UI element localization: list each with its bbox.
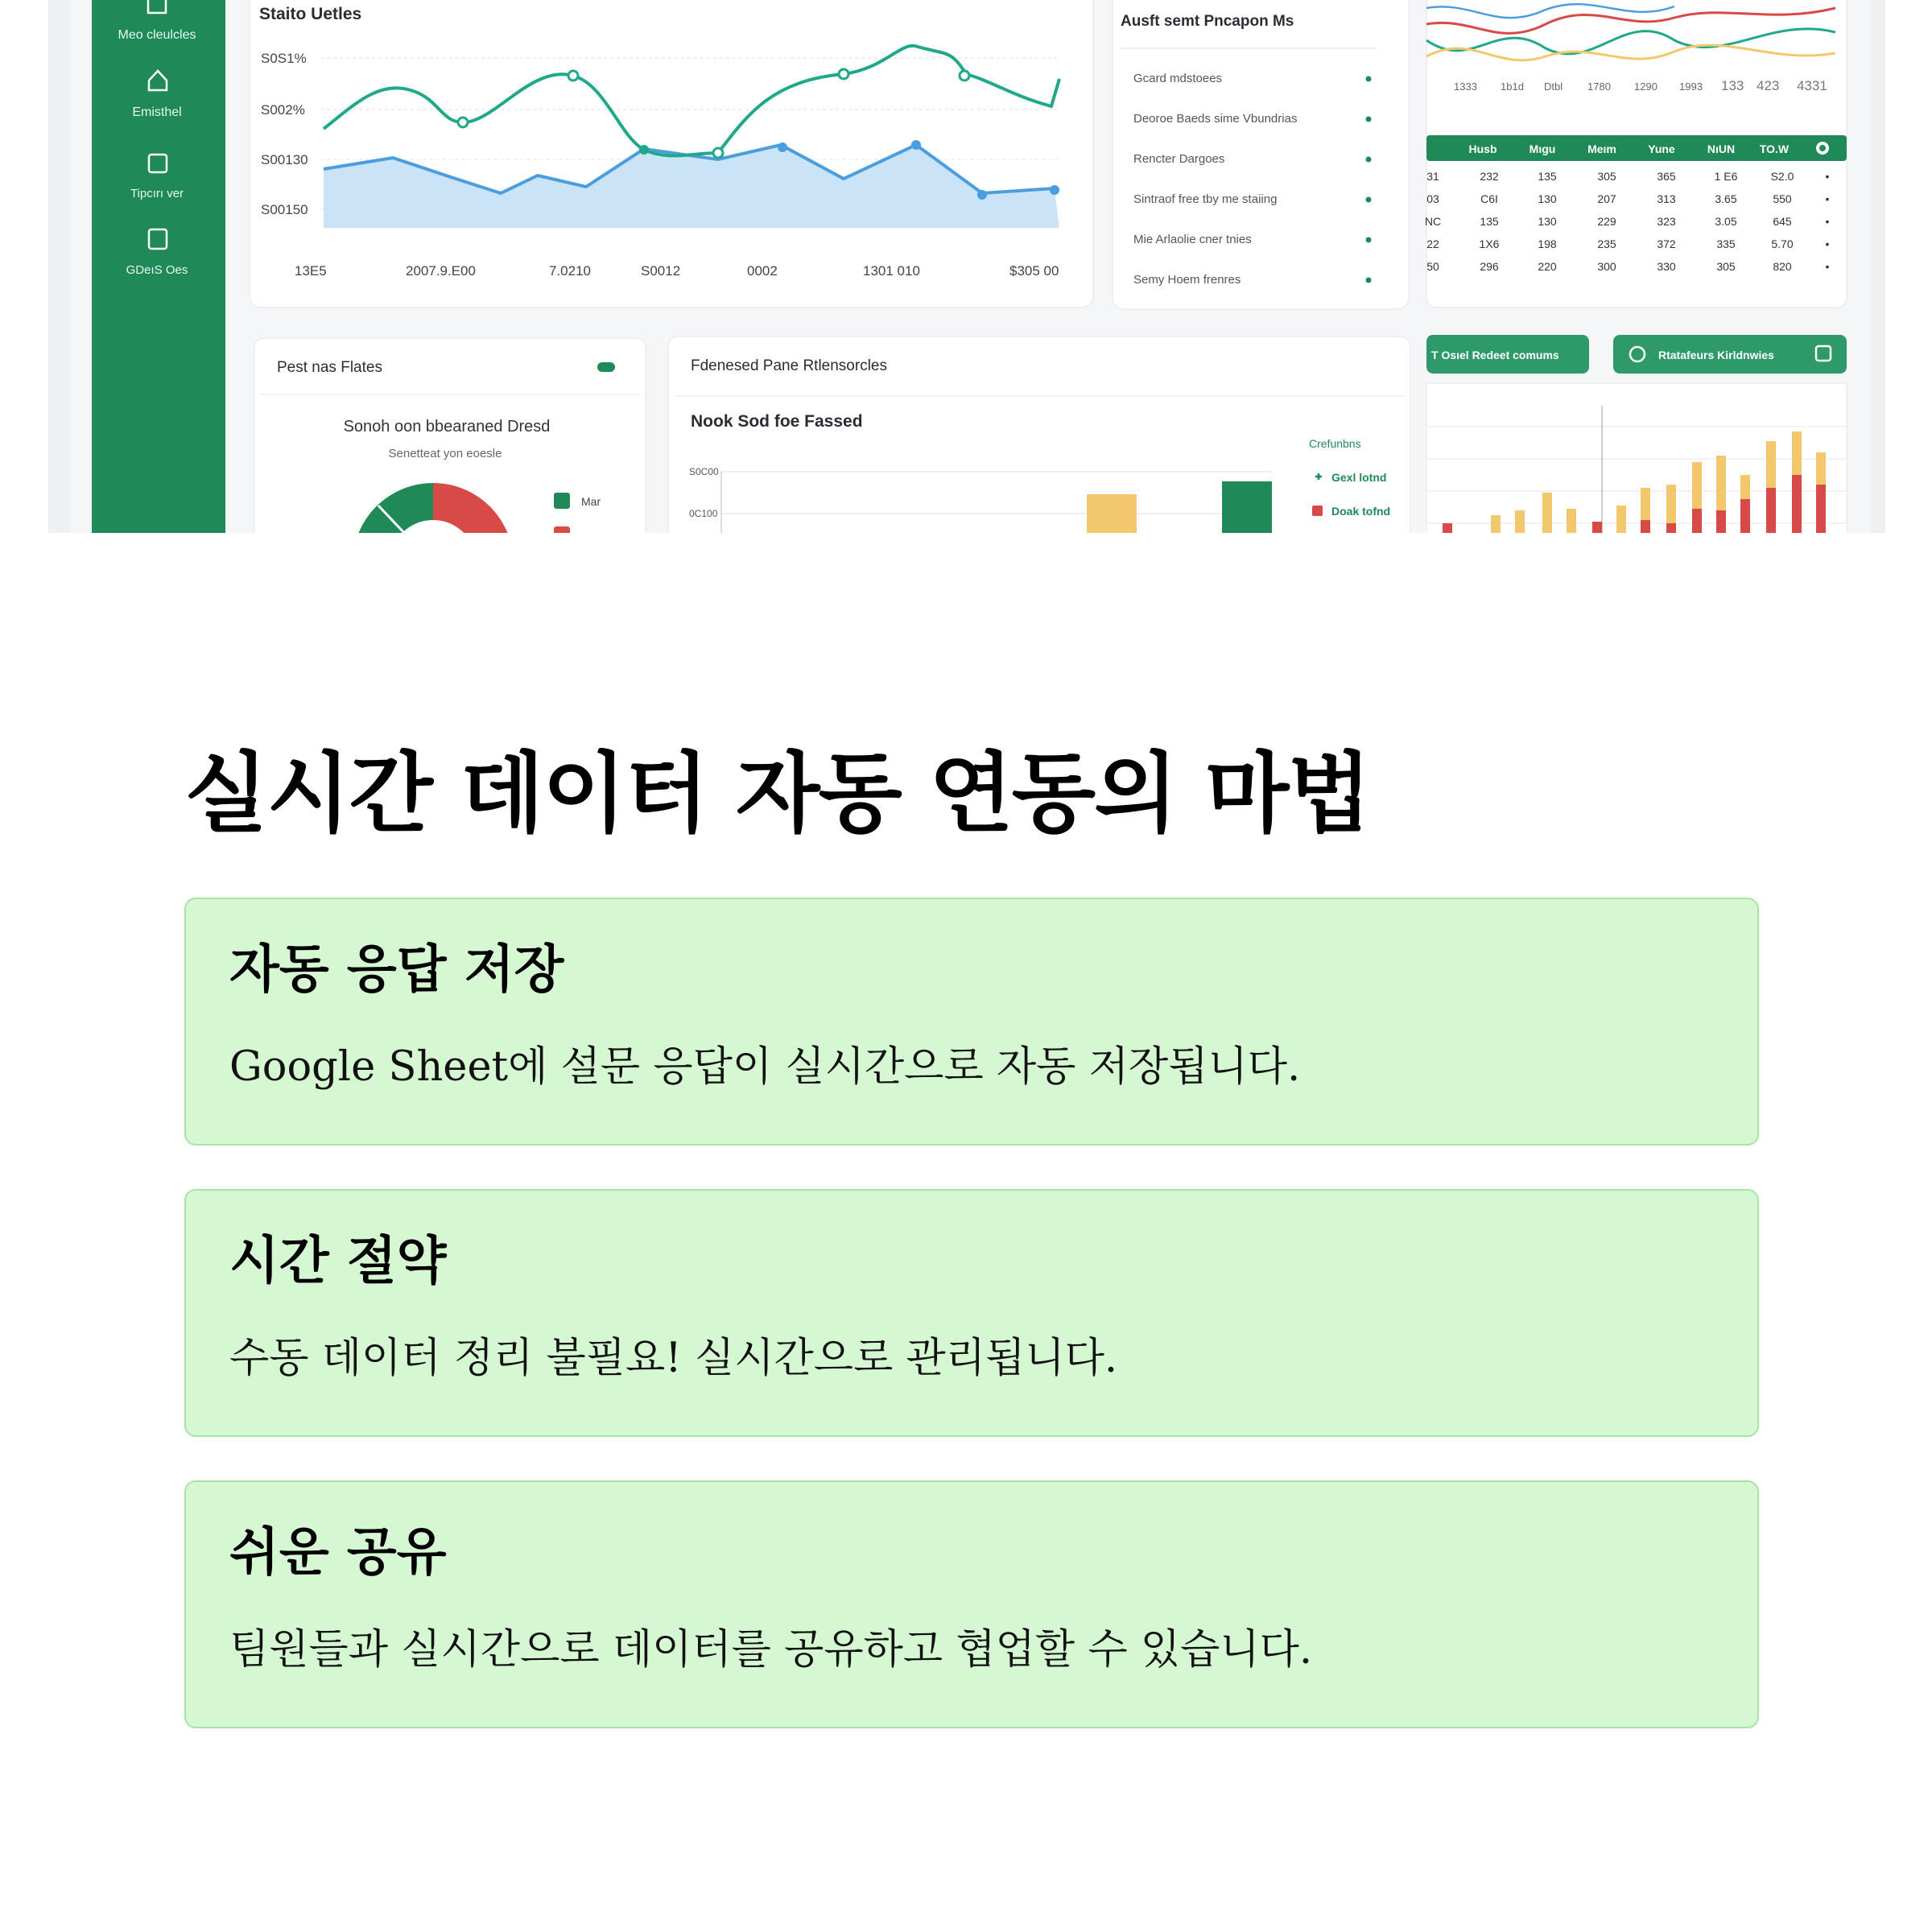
status-dot bbox=[1366, 76, 1372, 82]
table-cell: 305 bbox=[1716, 260, 1736, 273]
x-tick: 133 bbox=[1721, 78, 1744, 93]
table-cell: 3.65 bbox=[1715, 192, 1737, 205]
card-title: 시간 절약 bbox=[229, 1232, 447, 1291]
table-cell: 645 bbox=[1773, 215, 1792, 228]
right-panel bbox=[1425, 0, 1847, 533]
x-tick: S0012 bbox=[641, 263, 681, 279]
x-tick: 1b1d bbox=[1501, 80, 1524, 93]
svg-text:•: • bbox=[1825, 192, 1830, 205]
table-cell: 313 bbox=[1657, 192, 1676, 205]
table-cell: 232 bbox=[1480, 170, 1499, 183]
toggle-icon[interactable] bbox=[597, 362, 615, 372]
x-tick: 0002 bbox=[747, 263, 778, 279]
status-dot bbox=[1366, 157, 1372, 163]
list-item-label: Mie Arlaolie cner tnies bbox=[1133, 233, 1252, 246]
table-cell: 207 bbox=[1597, 192, 1616, 205]
legend-swatch bbox=[1312, 506, 1323, 516]
table-cell: 3.05 bbox=[1715, 215, 1737, 228]
card-title: Fdenesed Pane Rtlensorcles bbox=[691, 357, 887, 374]
bar bbox=[1222, 481, 1272, 533]
card-description: 팀원들과 실시간으로 데이터를 공유하고 협업할 수 있습니다. bbox=[229, 1626, 1313, 1674]
x-tick: 4331 bbox=[1797, 78, 1827, 93]
table-cell: 1 E6 bbox=[1714, 170, 1738, 183]
svg-text:•: • bbox=[1825, 260, 1830, 273]
legend-title: Crefunbns bbox=[1309, 437, 1361, 450]
list-item-label: Rencter Dargoes bbox=[1133, 152, 1225, 166]
table-cell: NC bbox=[1424, 215, 1442, 228]
y-tick: 0C100 bbox=[689, 508, 718, 519]
sidebar-item-label: Meo cleulcles bbox=[118, 28, 196, 42]
y-tick: S00130 bbox=[261, 152, 308, 167]
svg-text:•: • bbox=[1825, 215, 1830, 228]
sidebar-item-label: GDeıS Oes bbox=[126, 263, 188, 277]
list-item-label: Gcard mdstoees bbox=[1133, 72, 1223, 85]
table-cell: S2.0 bbox=[1770, 170, 1794, 183]
legend-swatch bbox=[554, 526, 570, 533]
feature-card-time-saving bbox=[184, 1189, 1759, 1437]
legend-label: Doak tofnd bbox=[1331, 505, 1391, 518]
list-item-label: Semy Hoem frenres bbox=[1133, 273, 1241, 287]
table-cell: 323 bbox=[1657, 215, 1676, 228]
x-tick: 1993 bbox=[1679, 80, 1703, 93]
table-cell: 50 bbox=[1426, 260, 1439, 273]
table-cell: 135 bbox=[1538, 170, 1557, 183]
table-cell: 365 bbox=[1657, 170, 1676, 183]
feature-card-easy-sharing bbox=[184, 1480, 1759, 1728]
data-point bbox=[977, 190, 987, 200]
column-header[interactable]: Mıgu bbox=[1529, 142, 1556, 155]
data-point bbox=[1050, 185, 1059, 195]
card-description: Google Sheet에 설문 응답이 실시간으로 자동 저장됩니다. bbox=[229, 1043, 1301, 1091]
table-cell: 235 bbox=[1597, 237, 1616, 250]
table-cell: 31 bbox=[1426, 170, 1439, 183]
y-tick: S00150 bbox=[261, 202, 308, 217]
line-chart-card bbox=[250, 0, 1093, 308]
card-description: 수동 데이터 정리 불필요! 실시간으로 관리됩니다. bbox=[229, 1335, 1118, 1382]
dashboard-screenshot bbox=[0, 0, 1932, 533]
chart-subtitle: Nook Sod foe Fassed bbox=[691, 412, 863, 431]
table-cell: 198 bbox=[1538, 237, 1557, 250]
legend-label: Mar bbox=[581, 495, 601, 508]
x-tick: 2007.9.E00 bbox=[406, 263, 476, 279]
card-title: Ausft semt Pncapon Ms bbox=[1121, 13, 1294, 30]
list-item-label: Deoroe Baeds sime Vbundrias bbox=[1133, 112, 1298, 126]
table-cell: 220 bbox=[1538, 260, 1557, 273]
list-item-label: Sintraof free tby me staiing bbox=[1133, 192, 1278, 206]
x-tick: 1290 bbox=[1634, 80, 1657, 93]
sidebar-item-label: Tipcırı ver bbox=[130, 187, 184, 200]
x-tick: 13E5 bbox=[295, 263, 327, 279]
table-cell: 335 bbox=[1716, 237, 1736, 250]
status-dot bbox=[1366, 197, 1372, 203]
y-tick: S002% bbox=[261, 102, 305, 118]
status-dot bbox=[1366, 117, 1372, 122]
right-action-button[interactable] bbox=[1613, 335, 1847, 374]
data-point bbox=[778, 142, 787, 152]
bar bbox=[1087, 494, 1137, 533]
y-tick: S0C00 bbox=[689, 466, 719, 477]
table-cell: 03 bbox=[1426, 192, 1439, 205]
legend-label: Gexl lotnd bbox=[1331, 471, 1387, 484]
chart-subtitle: Sonoh oon bbearaned Dresd bbox=[343, 418, 551, 436]
list-card bbox=[1113, 0, 1409, 309]
card-title: Pest nas Flates bbox=[277, 359, 382, 376]
table-cell: 550 bbox=[1773, 192, 1792, 205]
data-point bbox=[639, 145, 649, 155]
x-tick: 1301 010 bbox=[863, 263, 920, 279]
column-header[interactable]: Husb bbox=[1468, 142, 1497, 155]
table-cell: 130 bbox=[1538, 192, 1557, 205]
chart-caption: Senetteat yon eoesle bbox=[388, 447, 502, 460]
left-action-button[interactable] bbox=[1426, 335, 1589, 374]
sidebar-item-label: Emisthel bbox=[132, 105, 182, 119]
table-cell: 820 bbox=[1773, 260, 1792, 273]
legend-swatch bbox=[554, 493, 570, 509]
bar-card bbox=[668, 336, 1410, 533]
section-title: 실시간 데이터 자동 연동의 마법 bbox=[184, 744, 1370, 844]
data-point bbox=[458, 118, 468, 127]
x-tick: Dtbl bbox=[1544, 80, 1563, 93]
data-point bbox=[839, 69, 848, 79]
data-point bbox=[911, 140, 921, 150]
table-cell: 130 bbox=[1538, 215, 1557, 228]
column-header[interactable]: TO.W bbox=[1759, 142, 1790, 155]
card-title: 자동 응답 저장 bbox=[229, 940, 564, 1000]
pie-card bbox=[254, 338, 646, 533]
data-point bbox=[960, 71, 969, 80]
feature-card-auto-save bbox=[184, 898, 1759, 1146]
card-title: Staito Uetles bbox=[259, 5, 362, 23]
status-dot bbox=[1366, 237, 1372, 243]
svg-text:•: • bbox=[1825, 237, 1830, 250]
status-dot bbox=[1366, 278, 1372, 283]
table-cell: 305 bbox=[1597, 170, 1616, 183]
table-cell: 300 bbox=[1597, 260, 1616, 273]
column-header[interactable]: Yune bbox=[1648, 142, 1675, 155]
x-tick: $305 00 bbox=[1009, 263, 1059, 279]
table-cell: 22 bbox=[1426, 237, 1439, 250]
sidebar bbox=[92, 0, 225, 533]
column-header[interactable]: Meım bbox=[1587, 142, 1616, 155]
x-tick: 1780 bbox=[1587, 80, 1611, 93]
svg-text:•: • bbox=[1825, 170, 1830, 183]
table-cell: C6I bbox=[1480, 192, 1498, 205]
table-cell: 296 bbox=[1480, 260, 1499, 273]
button-label: Rtatafeurs Kirldnwies bbox=[1658, 349, 1774, 361]
table-cell: 372 bbox=[1657, 237, 1676, 250]
data-point bbox=[568, 71, 578, 80]
table-cell: 5.70 bbox=[1771, 237, 1794, 250]
card-title: 쉬운 공유 bbox=[229, 1523, 447, 1583]
table-cell: 1X6 bbox=[1479, 237, 1500, 250]
x-tick: 7.0210 bbox=[549, 263, 591, 279]
table-cell: 229 bbox=[1597, 215, 1616, 228]
table-cell: 330 bbox=[1657, 260, 1676, 273]
x-tick: 1333 bbox=[1454, 80, 1477, 93]
button-label: T Osıel Redeet comums bbox=[1431, 349, 1559, 361]
x-tick: 423 bbox=[1757, 78, 1780, 93]
column-header[interactable]: NıUN bbox=[1707, 142, 1736, 155]
data-point bbox=[713, 148, 723, 158]
table-cell: 135 bbox=[1480, 215, 1499, 228]
y-tick: S0S1% bbox=[261, 51, 307, 66]
